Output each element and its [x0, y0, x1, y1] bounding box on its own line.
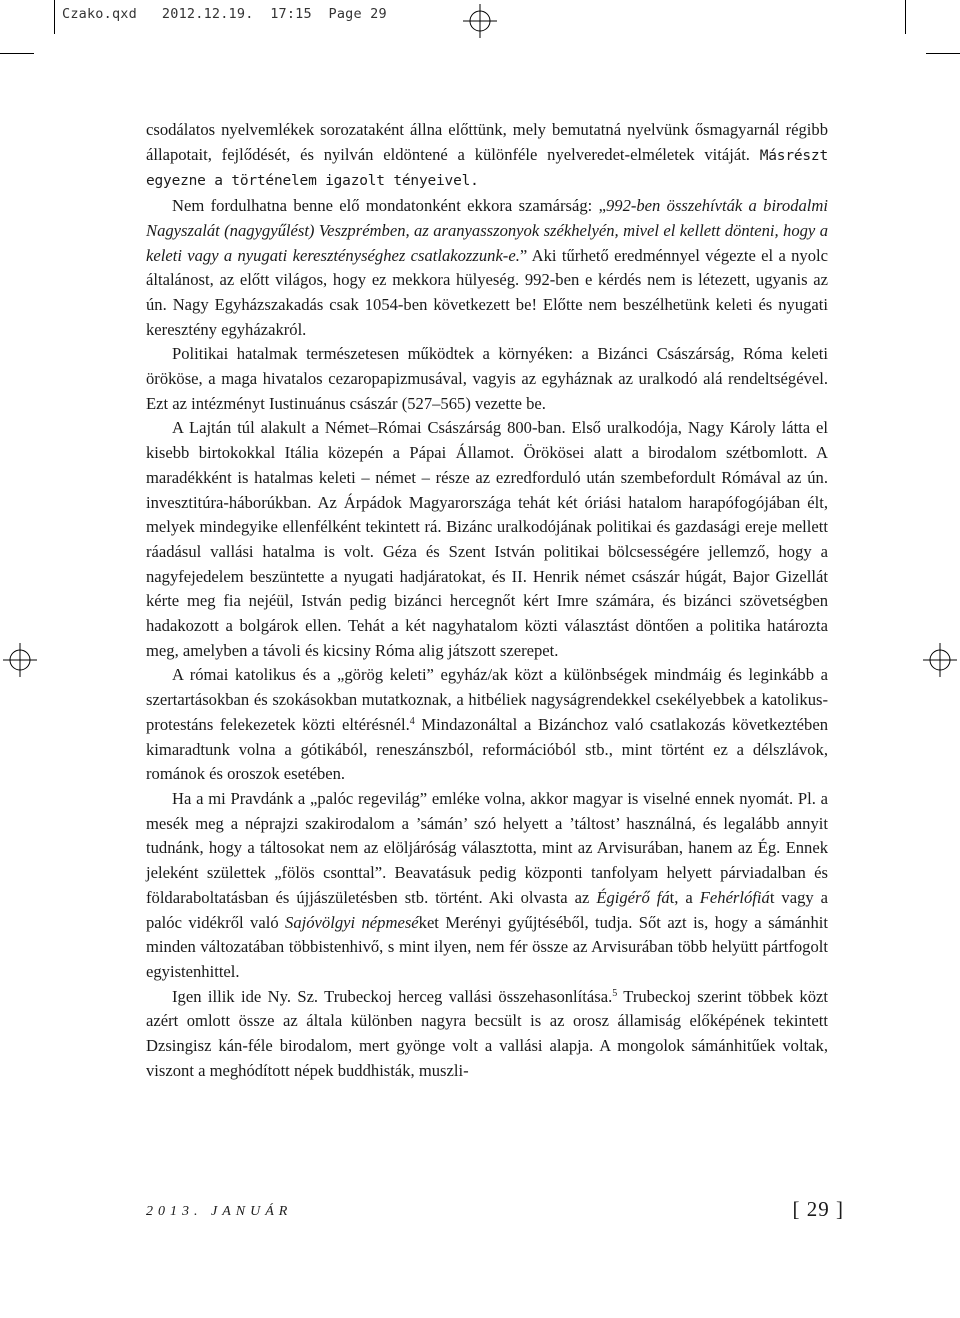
registration-mark-left-icon: [3, 643, 37, 677]
text-segment: Trubeckoj szerint többek közt azért omlott össze az általa különben nagyra becsült is az orosz államiság előképének tekintett Dzsingisz kán-féle birodalom, mert gyönge volt a vallási alapja. A mongolok sámánhitűek voltak, viszont a meghódított népek buddhisták, muszli-: [146, 986, 828, 1080]
paragraph: [146, 118, 828, 194]
footnote-reference: 5: [612, 987, 618, 999]
text-segment: t, a: [669, 887, 700, 907]
text-segment: Politikai hatalmak természetesen működtek a környéken: a Bizánci Császárság, Róma keleti örököse, a maga hivatalos cezaropapizmusával, vagyis az egyháznak az uralkodó alá rendeltségével. Ezt az intézményt Iustinuánus császár (527–565) vezette be.: [146, 344, 828, 413]
text-segment: Égigérő fá: [596, 887, 670, 907]
paragraph: [146, 416, 828, 663]
text-segment: Mindazonáltal a Bizánchoz való csatlakozás következtében kimaradtunk volna a gótikából, reneszánszból, reformációból stb., mint történt ez a délszlávok, románok és oroszok esetében.: [146, 714, 828, 784]
crop-mark-top-right: [905, 0, 906, 34]
text-segment: Igen illik ide Ny. Sz. Trubeckoj herceg vallási összehasonlítása.: [172, 986, 613, 1006]
text-segment: ket Merényi gyűjtéséből, tudja. Sőt azt is, hogy a sámánhit minden változatában többistenhivő, s mint ilyen, nem fér össze az Arvisurában több helyütt pártfogolt egyistenhittel.: [146, 912, 828, 981]
text-segment: t vagy a palóc vidékről való: [146, 887, 829, 932]
paragraph: [146, 787, 828, 985]
crop-mark-top-left-horizontal: [0, 53, 34, 54]
paragraph: [146, 663, 828, 787]
text-segment: Fehérlófiá: [699, 887, 770, 907]
paragraph: [146, 194, 828, 342]
text-segment: A Lajtán túl alakult a Német–Római Császárság 800-ban. Első uralkodója, Nagy Károly látta el kisebb birtokokkal Itália közepén a Pápai Államot. Örökösei alatt a birodalom szétbomlott. A maradékként is hatalmas keleti – német – része az ezredforduló után szembefordult Rómával az ún. invesztitúra-háborúkban. Az Árpádok Magyarországa tehát két óriási hatalom harapófogójában élt, melyek mindegyike ellenfélként tekintett rá. Bizánc uralkodójának politikai és gazdasági ereje mellett ráadásul vallási hatalma is volt. Géza és Szent István politikai bölcsességére jellemző, hogy a nagyfejedelem beszüntette a nyugati hadjáratokat, és II. Henrik német császár húgát, Bajor Gizellát kérte meg fia nejéül, István pedig bizánci hercegnőt kért Imre számára, és bizánci szövetségben hadakozott a bolgárok ellen. Tehát a két nagyhatalom közti választást döntően a politika határozta meg, amelyben a távoli és kicsiny Róma alig játszott szerepet.: [146, 418, 828, 660]
text-segment: A római katolikus és a „görög keleti” egyház/ak közt a különbségek mindmáig és leginkább a szertartásokban és szokásokban mutatkoznak, a hitbéliek nagyságrendekkel csekélyebbek a katolikus-protestáns felekezetek közti eltérésnél.: [146, 665, 828, 734]
registration-mark-right-icon: [923, 643, 957, 677]
text-segment: Nem fordulhatna benne elő mondatonként ekkora szamárság: „: [172, 196, 606, 216]
text-segment: Másrészt egyezne a történelem igazolt tényeivel.: [146, 147, 828, 190]
text-segment: 992-ben összehívták a birodalmi Nagyszalát (nagygyűlést) Veszprémben, az aranyasszonyok székhelyén, mivel el kellett dönteni, hogy a keleti vagy a nyugati kereszténységhez csatlakozzunk-e.: [146, 196, 828, 265]
article-body: [146, 118, 828, 1083]
footer-page-number: [ 29 ]: [792, 1197, 844, 1221]
paragraph: [146, 342, 828, 416]
text-segment: Ha a mi Pravdánk a „palóc regevilág” emléke volna, akkor magyar is viselné ennek nyomát. Pl. a mesék meg a néprajzi szakirodalom a ’sámán’ szó helyett a ’táltost’ használná, és legalább annyit tudnánk, hogy a táltosokat nem az elöljáróság választotta, mint az Arvisurában, hanem az Ég. Ennek jeleként születtek „fölös csonttal”. Beavatásuk pedig központi tanfolyam helyett párviadalban és földaraboltatásban és újjászületésben stb. történt. Aki olvasta az: [146, 788, 828, 907]
footer-issue-date: 2013. JANUÁR: [146, 1204, 293, 1219]
text-segment: Sajóvölgyi népmesé: [285, 912, 419, 932]
text-segment: csodálatos nyelvemlékek sorozataként állna előttünk, mely bemutatná nyelvünk ősmagyarnál régibb állapotait, fejlődését, és nyilván eldöntené a különféle nyelveredet-elméletek vitáját.: [146, 120, 828, 164]
text-segment: ” Aki tűrhető eredménnyel végezte el a nyolc általánost, az előtt világos, hogy ez mekkora hülyeség. 992-ben e kérdés nem is létezett, ugyanis az ún. Nagy Egyházszakadás csak 1054-ben következett be! Előtte nem beszélhetünk keleti és nyugati keresztény egyházakról.: [146, 245, 828, 339]
crop-mark-top-left: [54, 0, 55, 34]
registration-mark-top-icon: [463, 4, 497, 38]
paragraph: [146, 985, 828, 1084]
crop-mark-top-right-horizontal: [926, 53, 960, 54]
print-slug: Czako.qxd 2012.12.19. 17:15 Page 29: [62, 6, 387, 22]
footnote-reference: 4: [409, 715, 415, 727]
